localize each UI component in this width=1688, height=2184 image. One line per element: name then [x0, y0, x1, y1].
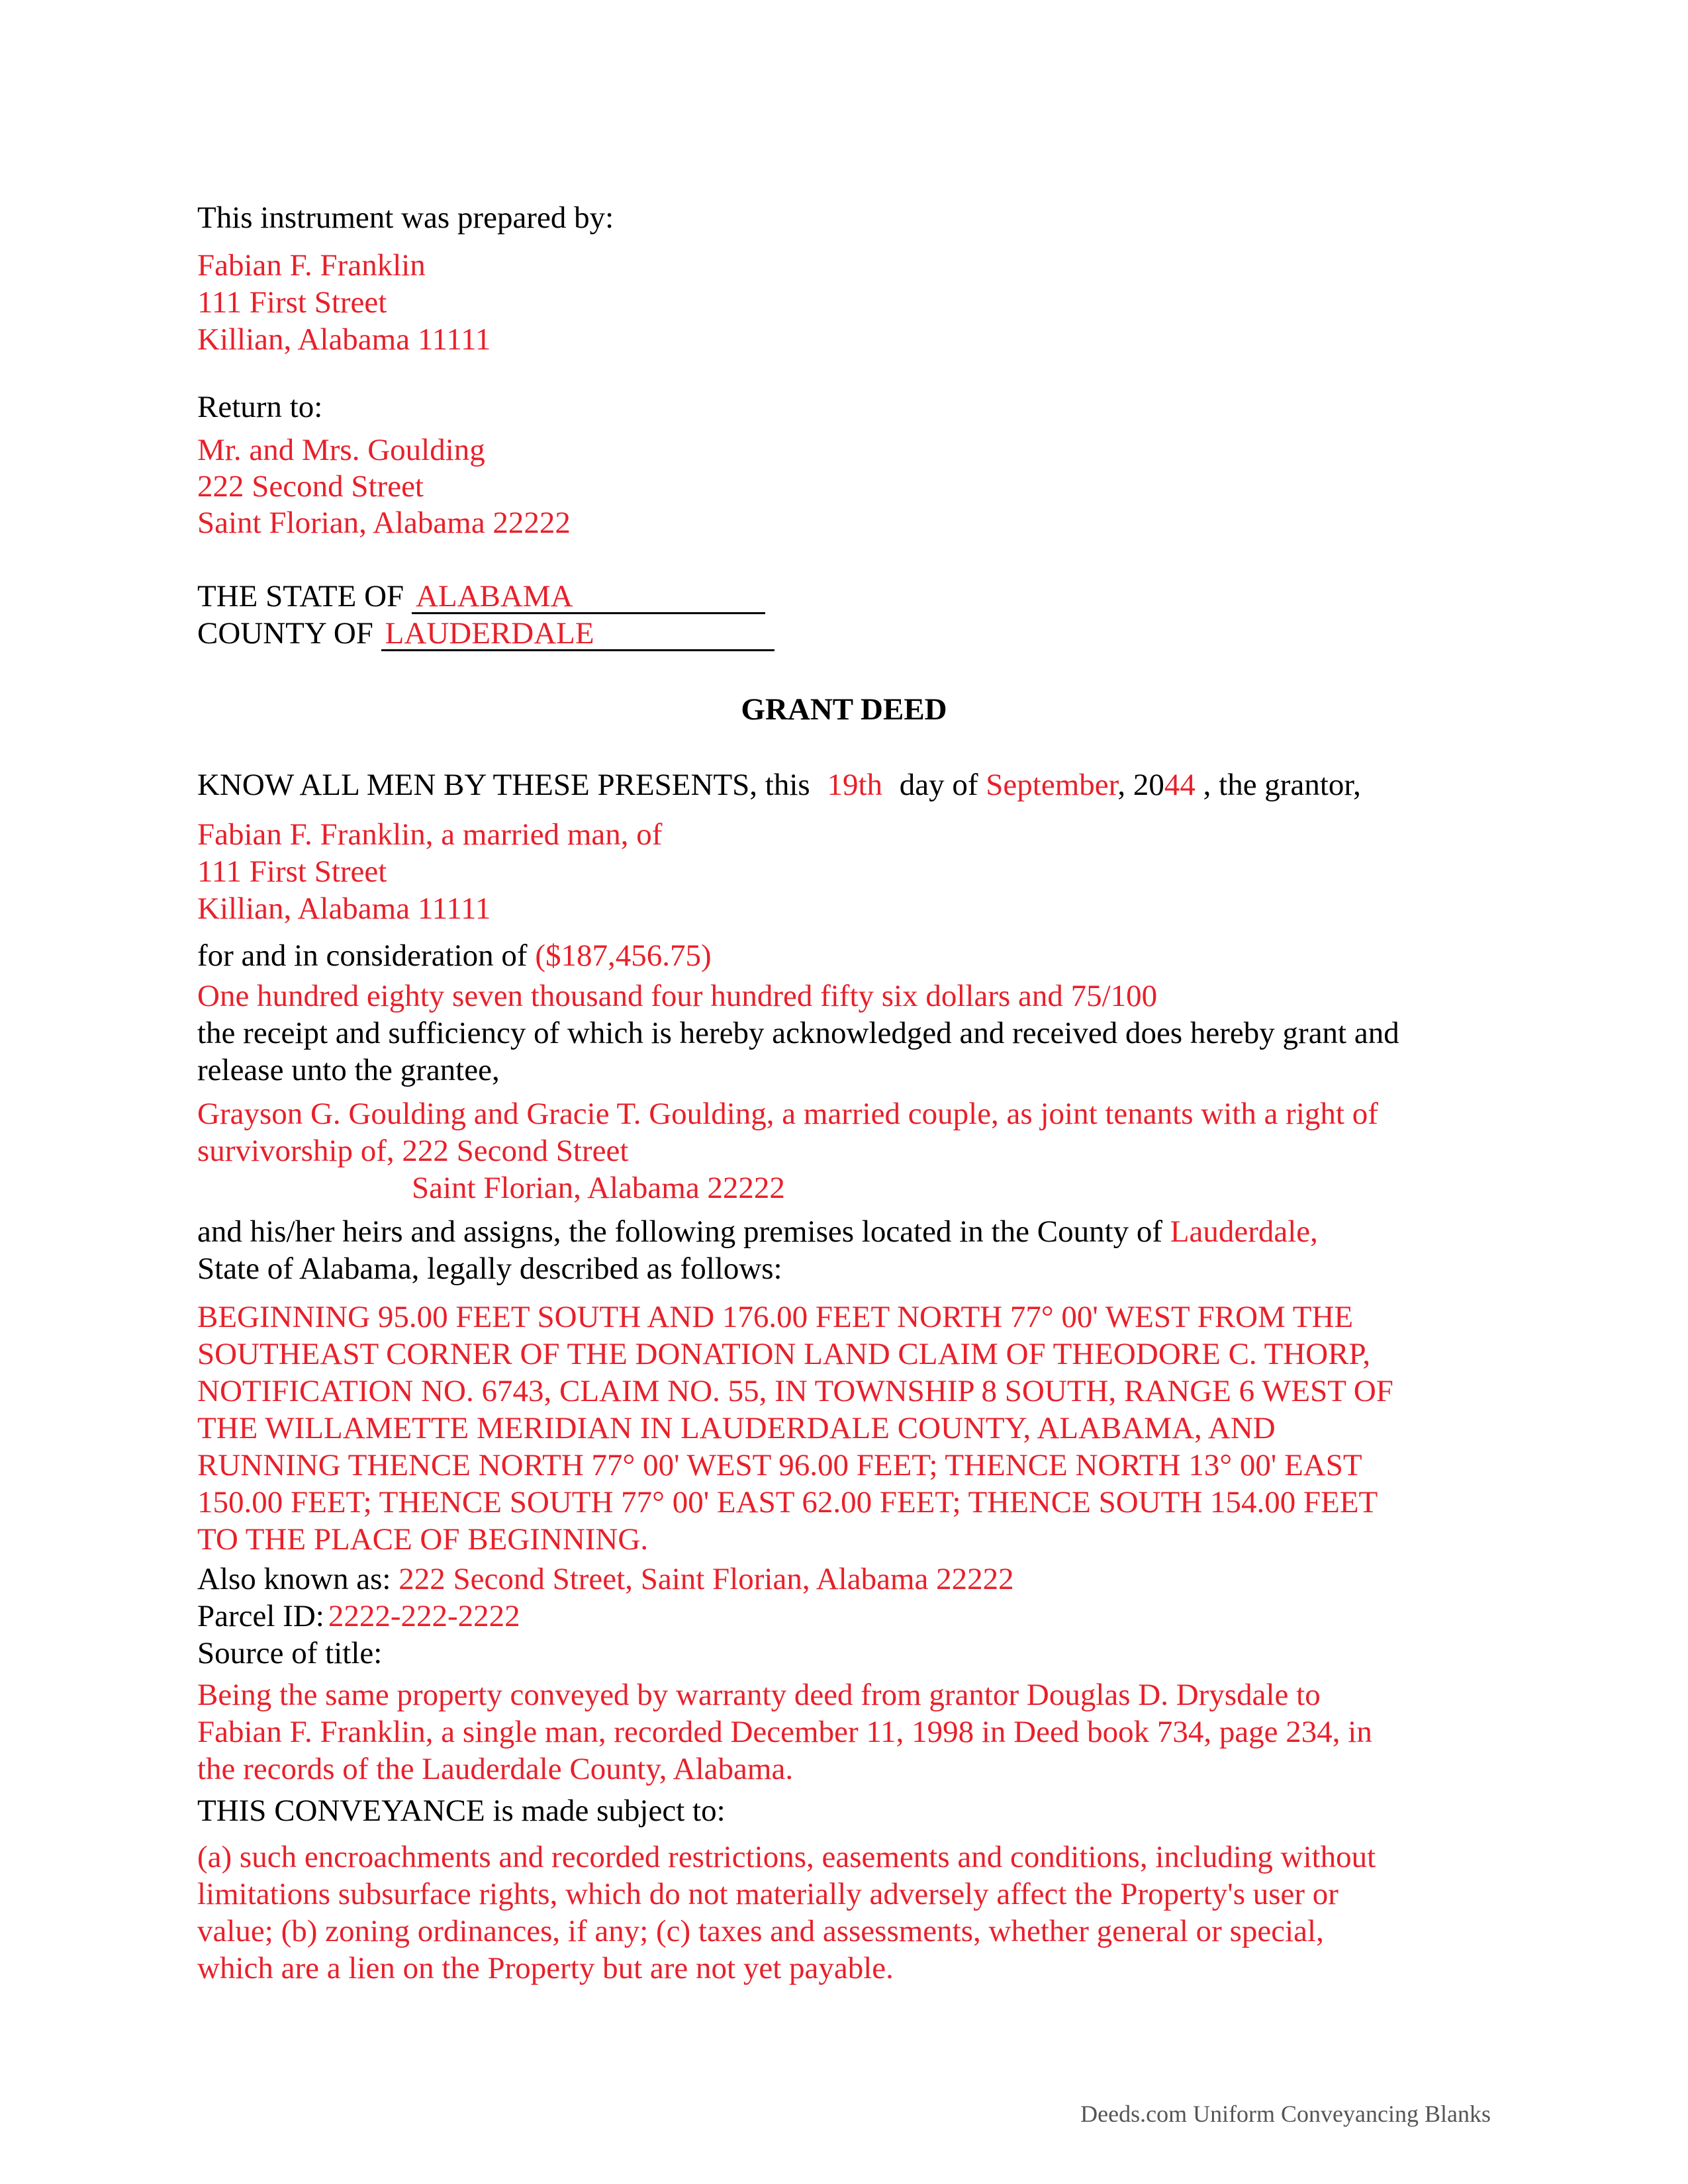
source-of-title-line: Being the same property conveyed by warranty deed from grantor Douglas D. Drysdale to: [197, 1678, 1321, 1712]
grantee-line-3: Saint Florian, Alabama 22222: [412, 1171, 785, 1205]
parcel-id: [197, 1598, 520, 1635]
conveyance-line: limitations subsurface rights, which do not materially adversely affect the Property's user or: [197, 1877, 1338, 1911]
preamble-start: KNOW ALL MEN BY THESE PRESENTS, this: [197, 768, 810, 802]
consideration-line: [197, 937, 712, 974]
source-of-title-line: the records of the Lauderdale County, Alabama.: [197, 1752, 794, 1786]
consideration-words: One hundred eighty seven thousand four hundred fifty six dollars and 75/100: [197, 979, 1158, 1013]
conveyance-line: value; (b) zoning ordinances, if any; (c) taxes and assessments, whether general or special,: [197, 1914, 1324, 1948]
preparer-city: Killian, Alabama 11111: [197, 322, 491, 357]
premises-county: Lauderdale,: [1170, 1214, 1318, 1249]
state-label: THE STATE OF: [197, 579, 404, 614]
consideration-amount: ($187,456.75): [535, 938, 712, 973]
legal-description-line: NOTIFICATION NO. 6743, CLAIM NO. 55, IN TOWNSHIP 8 SOUTH, RANGE 6 WEST OF: [197, 1374, 1393, 1408]
grantee-line-2: survivorship of, 222 Second Street: [197, 1134, 629, 1168]
county-value: LAUDERDALE: [381, 617, 774, 651]
return-to-city: Saint Florian, Alabama 22222: [197, 506, 571, 540]
preamble-comma: ,: [1117, 768, 1126, 802]
legal-description-line: 150.00 FEET; THENCE SOUTH 77° 00' EAST 62.00 FEET; THENCE SOUTH 154.00 FEET: [197, 1485, 1378, 1520]
preamble-month: September: [986, 768, 1118, 802]
preamble-day-of: day of: [899, 768, 978, 802]
preamble-end: , the grantor,: [1203, 768, 1361, 802]
legal-description-line: BEGINNING 95.00 FEET SOUTH AND 176.00 FEET NORTH 77° 00' WEST FROM THE: [197, 1300, 1354, 1334]
footer-credit: Deeds.com Uniform Conveyancing Blanks: [1080, 2101, 1491, 2127]
receipt-line-2: release unto the grantee,: [197, 1053, 500, 1087]
state-value: ALABAMA: [412, 580, 765, 614]
consideration-label: for and in consideration of: [197, 938, 528, 973]
preamble-year-suffix: 44: [1164, 768, 1196, 802]
conveyance-line: which are a lien on the Property but are not yet payable.: [197, 1951, 894, 1985]
prepared-by-label: This instrument was prepared by:: [197, 201, 614, 235]
parcel-value: 2222-222-2222: [328, 1599, 520, 1633]
document-title: GRANT DEED: [741, 692, 947, 727]
preparer-name: Fabian F. Franklin: [197, 248, 426, 283]
return-to-label: Return to:: [197, 390, 323, 424]
grantor-line-1: Fabian F. Franklin, a married man, of: [197, 817, 663, 852]
preamble: [197, 766, 1361, 803]
grantor-line-3: Killian, Alabama 11111: [197, 891, 491, 926]
premises-text: and his/her heirs and assigns, the following premises located in the County of: [197, 1214, 1163, 1249]
aka-value: 222 Second Street, Saint Florian, Alabama 22222: [399, 1562, 1014, 1596]
aka-label: Also known as:: [197, 1562, 391, 1596]
return-to-name: Mr. and Mrs. Goulding: [197, 433, 485, 467]
grantor-line-2: 111 First Street: [197, 854, 387, 889]
preparer-street: 111 First Street: [197, 285, 387, 320]
legal-description-line: THE WILLAMETTE MERIDIAN IN LAUDERDALE COUNTY, ALABAMA, AND: [197, 1411, 1276, 1445]
premises-line-1: [197, 1213, 1318, 1250]
state-line: [197, 578, 765, 615]
source-of-title-label: Source of title:: [197, 1636, 383, 1670]
also-known-as: [197, 1561, 1014, 1598]
grantee-line-1: Grayson G. Goulding and Gracie T. Goulding, a married couple, as joint tenants with a right of: [197, 1097, 1378, 1131]
source-of-title-line: Fabian F. Franklin, a single man, recorded December 11, 1998 in Deed book 734, page 234, in: [197, 1715, 1372, 1749]
preamble-year-prefix: 20: [1133, 768, 1164, 802]
county-line: [197, 615, 774, 652]
parcel-label: Parcel ID:: [197, 1599, 324, 1633]
receipt-line-1: the receipt and sufficiency of which is hereby acknowledged and received does hereby grant and: [197, 1016, 1399, 1050]
preamble-day: 19th: [827, 768, 883, 802]
legal-description-line: SOUTHEAST CORNER OF THE DONATION LAND CLAIM OF THEODORE C. THORP,: [197, 1337, 1371, 1371]
county-label: COUNTY OF: [197, 616, 373, 651]
return-to-street: 222 Second Street: [197, 469, 424, 504]
conveyance-label: THIS CONVEYANCE is made subject to:: [197, 1794, 726, 1828]
legal-description-line: RUNNING THENCE NORTH 77° 00' WEST 96.00 FEET; THENCE NORTH 13° 00' EAST: [197, 1448, 1362, 1482]
legal-description-line: TO THE PLACE OF BEGINNING.: [197, 1522, 649, 1557]
conveyance-line: (a) such encroachments and recorded restrictions, easements and conditions, including without: [197, 1840, 1376, 1874]
premises-line-2: State of Alabama, legally described as follows:: [197, 1251, 782, 1286]
